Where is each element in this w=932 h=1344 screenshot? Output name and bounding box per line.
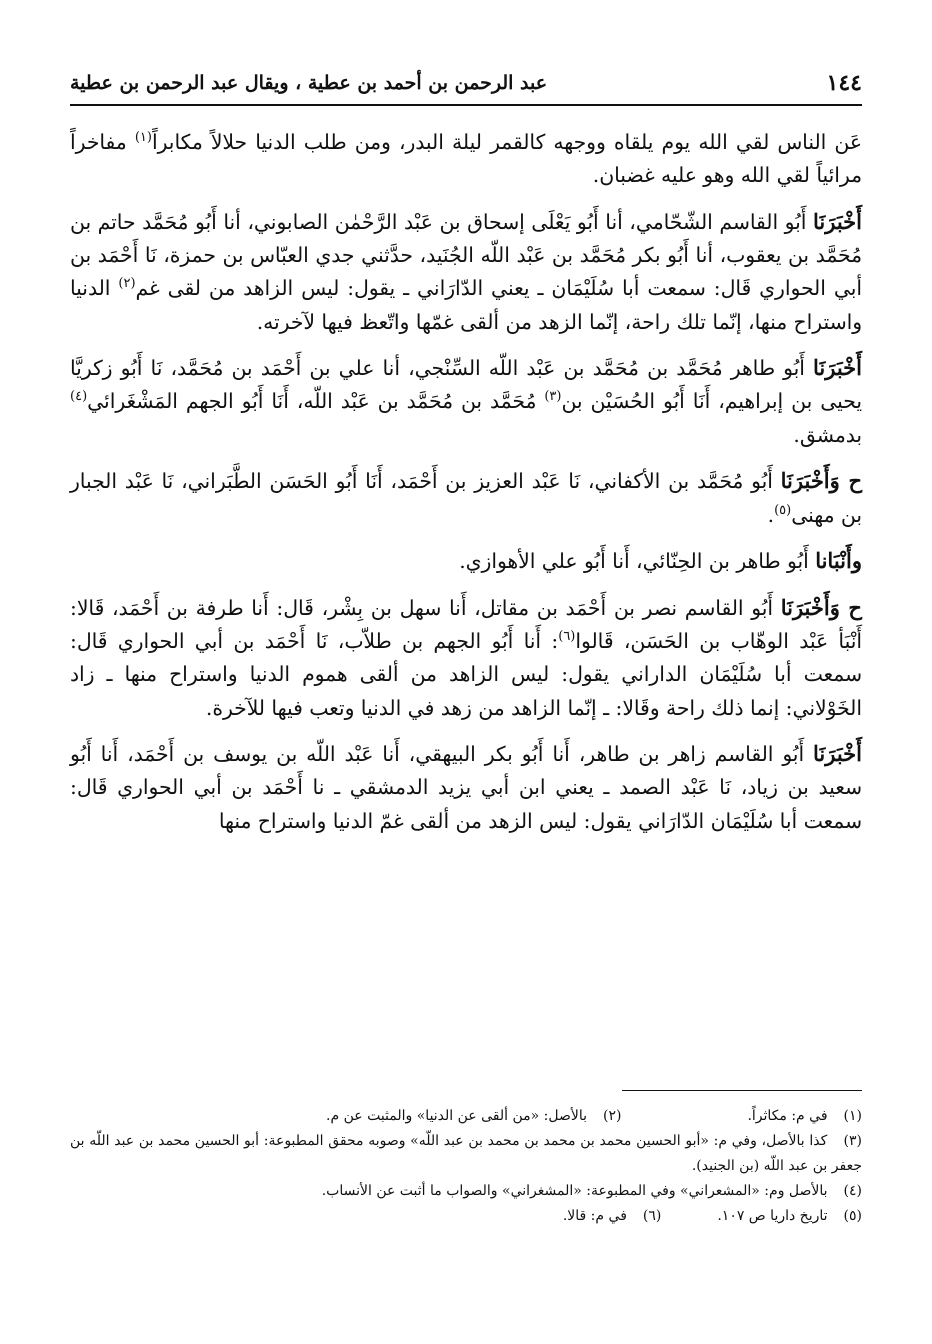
paragraph-text: أَبُو القاسم نصر بن أَحْمَد بن مقاتل، أَنا سهل بن بِشْر، قَال: أَنا طرفة بن أَحْمَد، قَالا: أَنْبَأ عَبْد الوهّاب بن الحَسَن، قَالوا xyxy=(70,595,862,654)
footnote-reference: (٥) xyxy=(774,502,792,518)
paragraph xyxy=(70,351,862,452)
footnote-text: بالأصل وم: «المشعراني» وفي المطبوعة: «المشغراني» والصواب ما أثبت عن الأنساب. xyxy=(321,1183,828,1199)
footnote-reference: (٤) xyxy=(70,389,88,405)
paragraph-lead: ح وَأَخْبَرَنَا xyxy=(780,468,862,494)
running-header xyxy=(70,64,862,102)
paragraph-lead: أَخْبَرَنَا xyxy=(813,208,862,234)
paragraph-lead: أَخْبَرَنَا xyxy=(813,741,862,767)
footnote-row xyxy=(70,1204,862,1229)
footnote-6 xyxy=(563,1204,662,1229)
footnote-1 xyxy=(747,1104,862,1129)
paragraph-text: الدنيا واستراح منها، إنّما تلك راحة، إنّما الزهد من ألقى غمّها واتّعظ فيها لآخرته. xyxy=(70,276,862,334)
paragraph-text: : أَنا أَبُو الجهم بن طلاّب، نَا أَحْمَد بن أبي الحواري قَال: سمعت أبا سُلَيْمَان الداراني يقول: ليس الزاهد من ألقى هموم الدنيا واستراح منها ـ زاد الخَوْلاني: إنما ذلك راحة وقَالا: ـ إنّما الزاهد من زهد في الدنيا وتعب فيها للآخرة. xyxy=(70,629,862,720)
footnote-3 xyxy=(70,1129,862,1179)
footnotes xyxy=(70,1104,862,1229)
footnote-number: (٤) xyxy=(843,1183,862,1199)
footnote-reference: (٢) xyxy=(118,276,136,292)
paragraph xyxy=(70,205,862,339)
footnote-4 xyxy=(70,1179,862,1204)
footnote-number: (٢) xyxy=(602,1108,622,1124)
main-text xyxy=(70,126,862,850)
footnote-number: (٣) xyxy=(843,1133,863,1149)
footnote-reference: (٦) xyxy=(558,629,576,645)
footnote-number: (١) xyxy=(843,1108,862,1124)
paragraph-lead: ح وَأَخْبَرَنَا xyxy=(780,594,862,620)
footnote-text: تاريخ داريا ص ١٠٧. xyxy=(717,1208,828,1224)
footnote-text: في م: مكاثراً. xyxy=(747,1108,828,1124)
footnote-row xyxy=(70,1104,862,1129)
footnote-text: كذا بالأصل، وفي م: «أبو الحسين محمد بن محمد بن محمد بن عبد اللّه» وصوبه محقق المطبوعة: أبو الحسين محمد بن عبد اللّه بن جعفر بن عبد اللّه (بن الجنيد). xyxy=(70,1133,862,1174)
paragraph xyxy=(70,464,862,531)
footnote-text: بالأصل: «من ألقى عن الدنيا» والمثبت عن م. xyxy=(326,1108,587,1124)
paragraph-text: عَن الناس لقي الله يوم يلقاه ووجهه كالقمر ليلة البدر، ومن طلب الدنيا حلالاً مكابراً xyxy=(151,130,862,154)
paragraph xyxy=(70,544,862,578)
paragraph-lead: أَخْبَرَنَا xyxy=(813,355,862,381)
page-number: ١٤٤ xyxy=(826,70,862,96)
paragraph-text: أَبُو القاسم الشّحّامي، أنا أَبُو يَعْلَى إسحاق بن عَبْد الرَّحْمٰن الصابوني، أنا أَبُو مُحَمَّد حاتم بن مُحَمَّد بن يعقوب، أنا أَبُو بكر مُحَمَّد بن عَبْد اللّه الجُنَيد، حدَّثني جدي العبّاس بن حمزة، نَا أَحْمَد بن أبي الحواري قَال: سمعت أبا سُلَيْمَان ـ يعني الدّارَاني ـ يقول: ليس الزاهد من لقى غم xyxy=(70,209,862,301)
paragraph xyxy=(70,591,862,725)
paragraph-text: مُحَمَّد بن مُحَمَّد بن عَبْد اللّه، أَنَا أَبُو الجهم المَشْغَرائي xyxy=(87,389,545,414)
footnote-number: (٦) xyxy=(642,1208,662,1224)
paragraph xyxy=(70,126,862,192)
footnote-2 xyxy=(326,1104,621,1129)
running-title: عبد الرحمن بن أحمد بن عطية ، ويقال عبد الرحمن بن عطية xyxy=(70,72,548,94)
footnote-number: (٥) xyxy=(843,1208,862,1224)
paragraph-text: أَبُو طاهر مُحَمَّد بن مُحَمَّد بن عَبْد اللّه السِّنْجي، أنا علي بن أَحْمَد بن مُحَمَّد، نَا أَبُو زكريَّا يحيى بن إبراهيم، أَنَا أَبُو الحُسَيْن بن xyxy=(70,356,862,414)
paragraph-text: أَبُو طاهر بن الحِنّائي، أَنا أَبُو علي الأهوازي. xyxy=(459,549,816,574)
header-rule xyxy=(70,104,862,106)
paragraph-text: . xyxy=(767,502,775,527)
footnote-5 xyxy=(717,1204,862,1229)
paragraph-text: أَبُو مُحَمَّد بن الأكفاني، نَا عَبْد العزيز بن أَحْمَد، أَنَا أَبُو الحَسَن الطَّبَراني، نَا عَبْد الجبار بن مهنى xyxy=(70,469,862,527)
footnote-text: في م: قالا. xyxy=(562,1208,627,1224)
footnote-reference: (١) xyxy=(134,130,152,146)
paragraph xyxy=(70,737,862,838)
paragraph-text: مفاخراً مرائياً لقي الله وهو عليه غضبان. xyxy=(70,130,862,188)
paragraph-text: أَبُو القاسم زاهر بن طاهر، أَنا أَبُو بكر البيهقي، أَنا عَبْد اللّه بن يوسف بن أَحْمَد، أَنا أَبُو سعيد بن زياد، نَا عَبْد الصمد ـ يعني ابن أبي يزيد الدمشقي ـ نا أَحْمَد بن أبي الحواري قَال: سمعت أبا سُلَيْمَان الدّارَاني يقول: ليس الزهد من ألقى غمّ الدنيا واستراح منها xyxy=(70,742,862,833)
footnote-reference: (٣) xyxy=(544,389,562,405)
paragraph-lead: وأَنْبَانا xyxy=(815,548,862,574)
footnote-rule xyxy=(622,1090,862,1091)
paragraph-text: بدمشق. xyxy=(793,422,862,447)
